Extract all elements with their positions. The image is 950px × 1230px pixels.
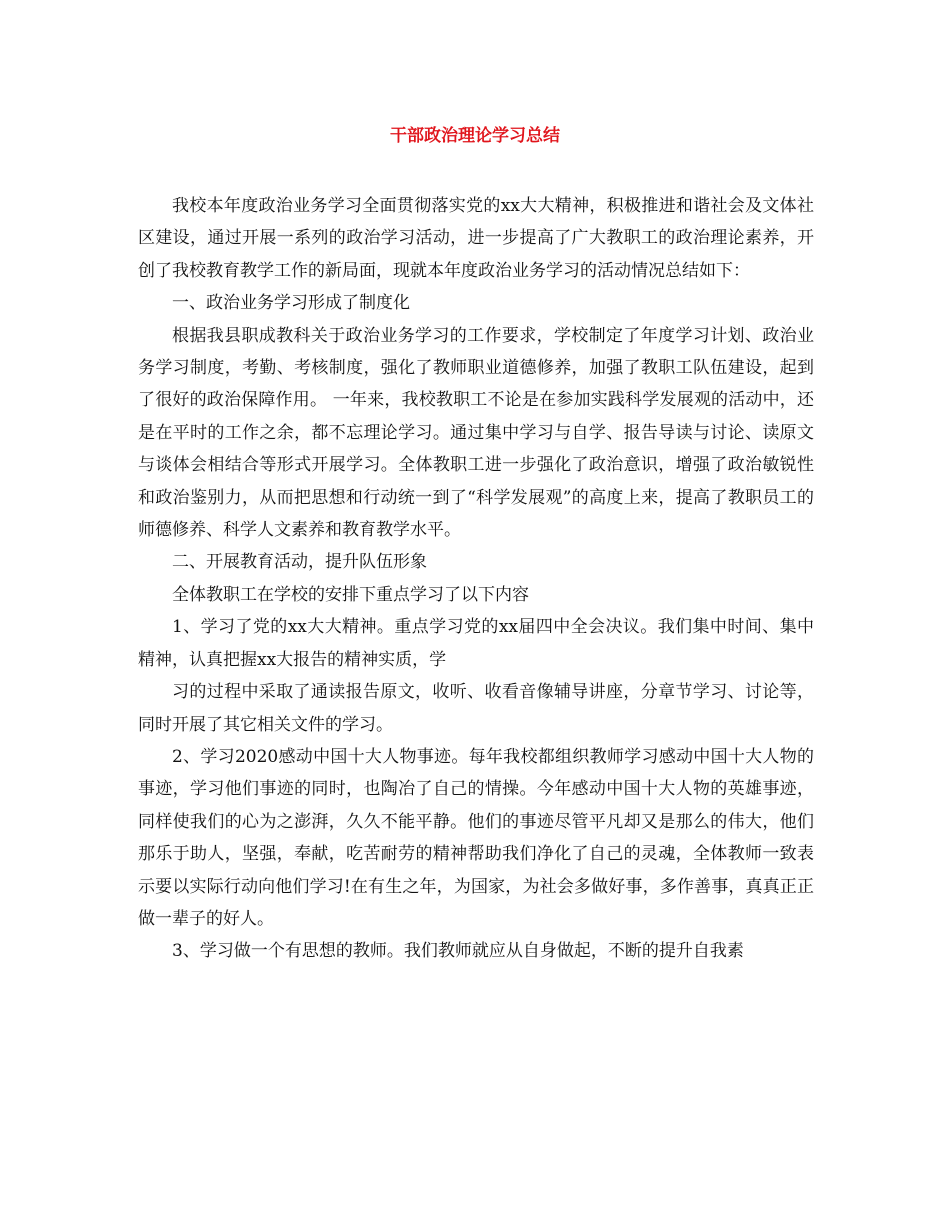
list-item-1: 1、学习了党的xx大大精神。重点学习党的xx届四中全会决议。我们集中时间、集中精神，认真把握xx大报告的精神实质，学 — [138, 617, 814, 670]
list-item-1-continued: 习的过程中采取了通读报告原文，收听、收看音像辅导讲座，分章节学习、讨论等，同时开展了其它相关文件的学习。 — [138, 682, 814, 735]
paragraph-content-intro: 全体教职工在学校的安排下重点学习了以下内容 — [172, 584, 529, 605]
section-heading-1: 一、政治业务学习形成了制度化 — [172, 293, 410, 314]
document-title: 干部政治理论学习总结 — [390, 126, 560, 146]
list-item-3: 3、学习做一个有思想的教师。我们教师就应从自身做起，不断的提升自我素 — [172, 941, 744, 962]
list-item-2: 2、学习2020感动中国十大人物事迹。每年我校都组织教师学习感动中国十大人物的事迹，学习他们事迹的同时，也陶冶了自己的情操。今年感动中国十大人物的英雄事迹，同样使我们的心为之澎湃，久久不能平静。他们的事迹尽管平凡却又是那么的伟大，他们那乐于助人，坚强，奉献，吃苦耐劳的精神帮助我们净化了自己的灵魂，全体教师一致表示要以实际行动向他们学习!在有生之年，为国家，为社会多做好事，多作善事，真真正正做一辈子的好人。 — [138, 746, 814, 929]
paragraph-intro: 我校本年度政治业务学习全面贯彻落实党的xx大大精神，积极推进和谐社会及文体社区建设，通过开展一系列的政治学习活动，进一步提高了广大教职工的政治理论素养，开创了我校教育教学工作的新局面，现就本年度政治业务学习的活动情况总结如下： — [138, 196, 814, 281]
paragraph-system: 根据我县职成教科关于政治业务学习的工作要求，学校制定了年度学习计划、政治业务学习制度，考勤、考核制度，强化了教师职业道德修养，加强了教职工队伍建设，起到了很好的政治保障作用。 一年来，我校教职工不论是在参加实践科学发展观的活动中，还是在平时的工作之余，都不忘理论学习。通过集中学习与自学、报告导读与讨论、读原文与谈体会相结合等形式开展学习。全体教职工进一步强化了政治意识，增强了政治敏锐性和政治鉴别力，从而把思想和行动统一到了“科学发展观”的高度上来，提高了教职员工的师德修养、科学人文素养和教育教学水平。 — [138, 325, 814, 541]
document-body — [138, 190, 814, 968]
section-heading-2: 二、开展教育活动，提升队伍形象 — [172, 552, 427, 573]
